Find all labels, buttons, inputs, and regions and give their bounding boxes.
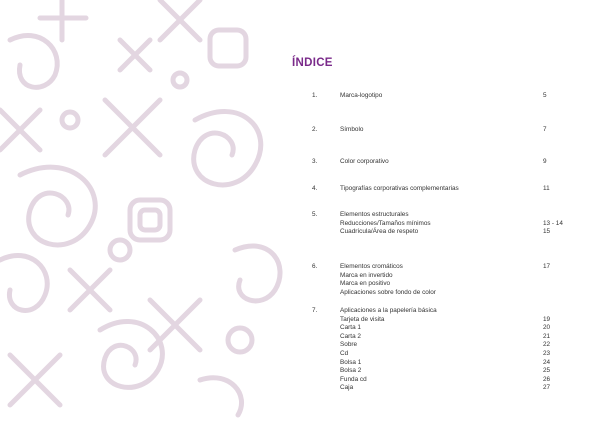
subentry-label: Cd: [340, 349, 349, 357]
subentry-page: 13 - 14: [543, 219, 563, 227]
entry-label: Aplicaciones a la papelería básica: [340, 307, 437, 314]
subentry-label: Reducciones/Tamaños mínimos: [340, 219, 431, 227]
subentry-label: Cuadrícula/Área de respeto: [340, 228, 419, 236]
subentry-label: Bolsa 1: [340, 358, 362, 366]
toc-subentry[interactable]: [0, 376, 600, 385]
subentry-page: 22: [543, 341, 551, 349]
toc-subentry[interactable]: [0, 228, 600, 237]
toc-subentry[interactable]: [0, 324, 600, 333]
subentry-label: Carta 1: [340, 324, 361, 332]
entry-number: 1.: [312, 92, 318, 99]
subentry-page: 20: [543, 324, 551, 332]
entry-label: Elementos cromáticos: [340, 263, 403, 270]
subentry-page: 27: [543, 384, 551, 392]
entry-number: 2.: [312, 126, 318, 133]
entry-label: Tipografías corporativas complementarias: [340, 185, 459, 192]
subentry-page: 23: [543, 349, 551, 357]
toc-subentry[interactable]: [0, 367, 600, 376]
entry-number: 5.: [312, 211, 318, 218]
toc-subentry[interactable]: [0, 333, 600, 342]
entry-number: 7.: [312, 307, 318, 314]
toc-entry[interactable]: [0, 307, 600, 393]
toc-subentry[interactable]: [0, 316, 600, 325]
entry-page: 5: [543, 92, 547, 99]
subentry-label: Carta 2: [340, 332, 361, 340]
toc-subentry[interactable]: [0, 384, 600, 393]
toc-subentry[interactable]: [0, 350, 600, 359]
toc-entry[interactable]: [0, 211, 600, 237]
toc-subentry[interactable]: [0, 289, 600, 298]
entry-number: 6.: [312, 263, 318, 270]
subentry-label: Funda cd: [340, 375, 367, 383]
entry-page: 9: [543, 158, 547, 165]
toc-subentry[interactable]: [0, 220, 600, 229]
subentry-page: 19: [543, 315, 551, 323]
entry-page: 7: [543, 126, 547, 133]
entry-page: 17: [543, 263, 551, 270]
subentry-page: 21: [543, 332, 551, 340]
subentry-page: 24: [543, 358, 551, 366]
subentry-label: Bolsa 2: [340, 367, 362, 375]
toc-subentry[interactable]: [0, 341, 600, 350]
toc-subentry[interactable]: [0, 280, 600, 289]
entry-label: Marca-logotipo: [340, 92, 383, 99]
subentry-label: Marca en positivo: [340, 280, 391, 288]
toc-entry[interactable]: [0, 263, 600, 297]
entry-page: 11: [543, 185, 550, 192]
entry-label: Color corporativo: [340, 158, 389, 165]
subentry-label: Aplicaciones sobre fondo de color: [340, 288, 436, 296]
index-title: ÍNDICE: [292, 57, 333, 69]
subentry-label: Marca en invertido: [340, 271, 393, 279]
entry-label: Símbolo: [340, 126, 364, 133]
subentry-page: 25: [543, 367, 551, 375]
entry-label: Elementos estructurales: [340, 211, 409, 218]
subentry-label: Sobre: [340, 341, 358, 349]
subentry-page: 15: [543, 228, 551, 236]
entry-number: 3.: [312, 158, 318, 165]
subentry-label: Tarjeta de visita: [340, 315, 385, 323]
toc-subentry[interactable]: [0, 359, 600, 368]
subentry-label: Caja: [340, 384, 354, 392]
toc-subentry[interactable]: [0, 272, 600, 281]
entry-number: 4.: [312, 185, 318, 192]
subentry-page: 26: [543, 375, 551, 383]
